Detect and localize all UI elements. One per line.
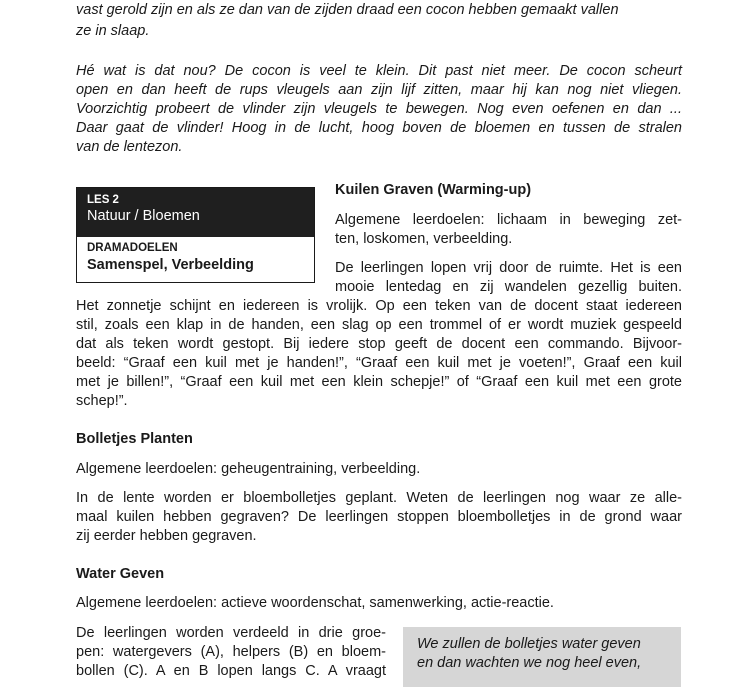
heading-water-geven: Water Geven [76, 566, 165, 582]
kuilen-body-line-1: De leerlingen lopen vrij door de ruimte. Het is een [335, 260, 682, 276]
lesson-box [76, 187, 315, 283]
kuilen-goals-line-1: Algemene leerdoelen: lichaam in beweging zet- [335, 212, 682, 228]
quote-box [403, 627, 681, 687]
intro-paragraph2-line-5: van de lentezon. [76, 139, 183, 155]
kuilen-body-line-5: dat als teken wordt gestopt. Bij iedere stop geeft de docent een commando. Bijvoor- [76, 336, 682, 352]
lesson-theme: Natuur / Bloemen [87, 208, 200, 224]
water-body-line-3: bollen (C). A en B lopen langs C. A vraagt [76, 663, 386, 679]
lesson-box-header [77, 188, 314, 237]
intro-paragraph2-line-2: open en dan heeft de rups vleugels aan zijn lijf zitten, maar hij kan nog niet vliegen. [76, 82, 682, 98]
bolletjes-body-line-1: In de lente worden er bloembolletjes geplant. Weten de leerlingen nog waar ze alle- [76, 490, 682, 506]
kuilen-body-line-3: Het zonnetje schijnt en iedereen is vrolijk. Op een teken van de docent staat iedereen [76, 298, 682, 314]
heading-bolletjes-planten: Bolletjes Planten [76, 431, 193, 447]
goals-label: DRAMADOELEN [87, 242, 178, 254]
kuilen-body-line-6: beeld: “Graaf een kuil met je handen!”, “Graaf een kuil met je voeten!”, Graaf een kuil [76, 355, 682, 371]
quote-line-2: en dan wachten we nog heel even, [417, 655, 642, 671]
kuilen-goals-line-2: ten, loskomen, verbeelding. [335, 231, 513, 247]
water-body-line-1: De leerlingen worden verdeeld in drie groe- [76, 625, 386, 641]
intro-line-partial: vast gerold zijn en als ze dan van de zijden draad een cocon hebben gemaakt vallen [76, 2, 619, 18]
kuilen-body-line-8: schep!”. [76, 393, 128, 409]
kuilen-body-line-4: stil, zoals een klap in de handen, een slag op een trommel of er wordt muziek gespeeld [76, 317, 682, 333]
intro-paragraph2-line-4: Daar gaat de vlinder! Hoog in de lucht, hoog boven de bloemen en tussen de stralen [76, 120, 682, 136]
bolletjes-body-line-3: zij eerder hebben gegraven. [76, 528, 257, 544]
intro-line-end: ze in slaap. [76, 23, 150, 39]
intro-paragraph2-line-1: Hé wat is dat nou? De cocon is veel te klein. Dit past niet meer. De cocon scheurt [76, 63, 682, 79]
water-body-line-2: pen: watergevers (A), helpers (B) en bloem- [76, 644, 386, 660]
lesson-label: LES 2 [87, 194, 119, 206]
bolletjes-goals: Algemene leerdoelen: geheugentraining, verbeelding. [76, 461, 421, 477]
goals-value: Samenspel, Verbeelding [87, 257, 254, 273]
heading-kuilen-graven: Kuilen Graven (Warming-up) [335, 182, 532, 198]
intro-paragraph2-line-3: Voorzichtig probeert de vlinder zijn vleugels te bewegen. Nog even oefenen en dan ... [76, 101, 682, 117]
water-goals: Algemene leerdoelen: actieve woordenschat, samenwerking, actie-reactie. [76, 595, 554, 611]
lesson-box-goals [77, 237, 314, 275]
kuilen-body-line-2: mooie lentedag en zij wandelen gezellig buiten. [335, 279, 682, 295]
bolletjes-body-line-2: maal kuilen hebben gegraven? De leerlingen stoppen bloembolletjes in de grond waar [76, 509, 682, 525]
quote-line-1: We zullen de bolletjes water geven [417, 636, 641, 652]
kuilen-body-line-7: met je billen!”, “Graaf een kuil met een klein schepje!” of “Graaf een kuil met een grote [76, 374, 682, 390]
